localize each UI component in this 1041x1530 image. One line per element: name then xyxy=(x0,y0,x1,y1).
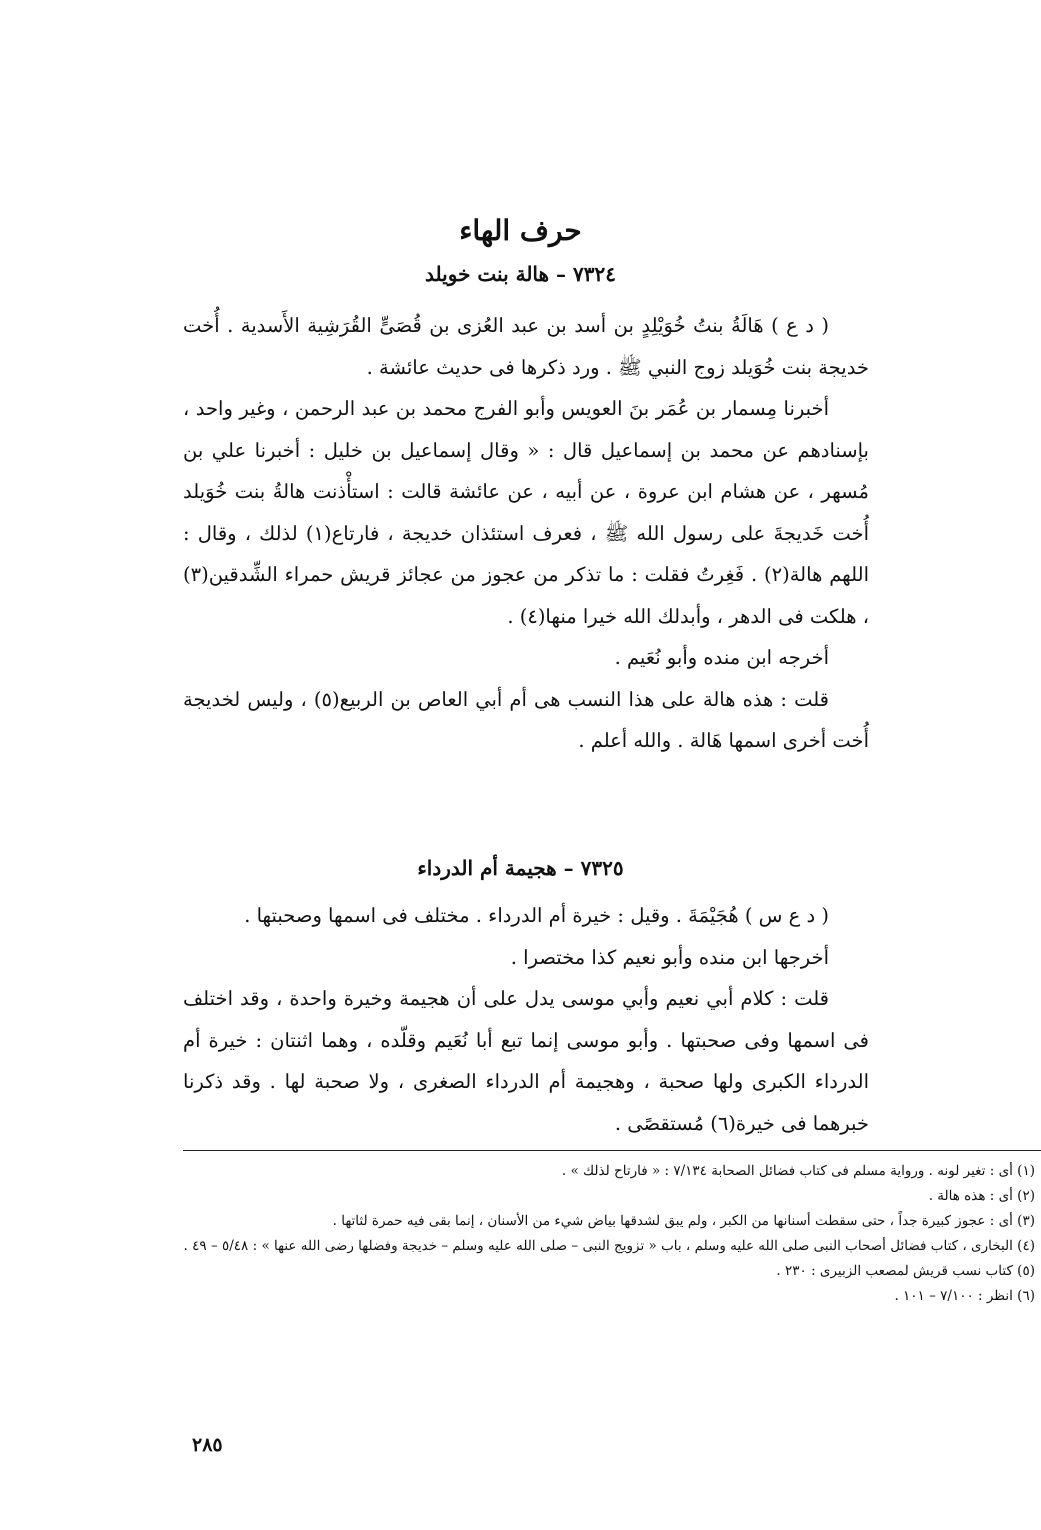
footnote: (٢) أى : هذه هالة . xyxy=(928,1188,1035,1204)
footnote: (٣) أى : عجوز كبيرة جداً ، حتى سقطت أسنانها من الكبر ، ولم يبق لشدقها بياض شيء من الأسنان ، إنما بقى فيه حمرة لثاتها . xyxy=(332,1213,1035,1229)
paragraph: ( د ع س ) هُجَيْمَةَ . وقيل : خيرة أم الدرداء . مختلف فى اسمها وصحبتها . xyxy=(244,904,829,927)
entry-heading: ٧٣٢٤ – هالة بنت خويلد xyxy=(425,262,616,286)
footnote: (١) أى : تغير لونه . ورواية مسلم فى كتاب فضائل الصحابة ٧/١٣٤ : « فارتاح لذلك » . xyxy=(561,1163,1035,1179)
footnote: (٥) كتاب نسب قريش لمصعب الزبيرى : ٢٣٠ . xyxy=(776,1263,1035,1279)
paragraph: أخبرنا مِسمار بن عُمَر بنَ العويس وأبو الفرج محمد بن عبد الرحمن ، وغير واحد ، بإسنادهم عن محمد بن إسماعيل قال : « وقال إسماعيل بن خليل : أخبرنا علي بن مُسهر ، عن هشام ابن عروة ، عن أبيه ، عن عائشة قالت : استأْذنت هالةُ بنت خُوَيلد أُخت خَديجةَ على رسول الله ﷺ ، فعرف استئذان خديجة ، فارتاع(١) لذلك ، وقال : اللهم هالة(٢) . فَغِرتُ فقلت : ما تذكر من عجوز من عجائز قريش حمراء الشِّدقين(٣) ، هلكت فى الدهر ، وأبدلك الله خيرا منها(٤) . xyxy=(183,397,869,628)
chapter-title: حرف الهاء xyxy=(459,214,582,247)
entry-body xyxy=(183,895,869,1144)
paragraph: قلت : كلام أبي نعيم وأبي موسى يدل على أن هجيمة وخيرة واحدة ، وقد اختلف فى اسمها وفى صحبتها . وأبو موسى إنما تبع أبا نُعَيم وقلّده ، وهما اثنتان : خيرة أم الدرداء الكبرى ولها صحبة ، وهجيمة أم الدرداء الصغرى ، ولا صحبة لها . وقد ذكرنا خبرهما فى خيرة(٦) مُستقصًى . xyxy=(183,987,869,1135)
footnote: (٦) انظر : ٧/١٠٠ – ١٠١ . xyxy=(894,1288,1035,1304)
entry-heading: ٧٣٢٥ – هجيمة أم الدرداء xyxy=(417,856,624,880)
paragraph: ( د ع ) هَالَةُ بنتُ خُوَيْلِدٍ بن أسد بن عبد العُزى بن قُصَىٍّ القُرَشِية الأَسدية . أُخت خديجة بنت خُوَيلد زوج النبي ﷺ . ورد ذكرها فى حديث عائشة . xyxy=(183,314,869,379)
footnotes xyxy=(175,1160,1035,1310)
paragraph: أخرجه ابن منده وأبو نُعَيم . xyxy=(614,646,829,669)
footnote: (٤) البخارى ، كتاب فضائل أصحاب النبى صلى الله عليه وسلم ، باب « تزويج النبى – صلى الله عليه وسلم – خديجة وفضلها رضى الله عنها » : ٥/٤٨ – ٤٩ . xyxy=(183,1238,1035,1254)
footnote-divider xyxy=(183,1150,1041,1151)
entry-body xyxy=(183,305,869,762)
page-number: ٢٨٥ xyxy=(192,1434,223,1456)
paragraph: أخرجها ابن منده وأبو نعيم كذا مختصرا . xyxy=(510,945,829,969)
paragraph: قلت : هذه هالة على هذا النسب هى أم أبي العاص بن الربيع(٥) ، وليس لخديجة أُخت أخرى اسمها هَالة . والله أعلم . xyxy=(183,687,869,752)
